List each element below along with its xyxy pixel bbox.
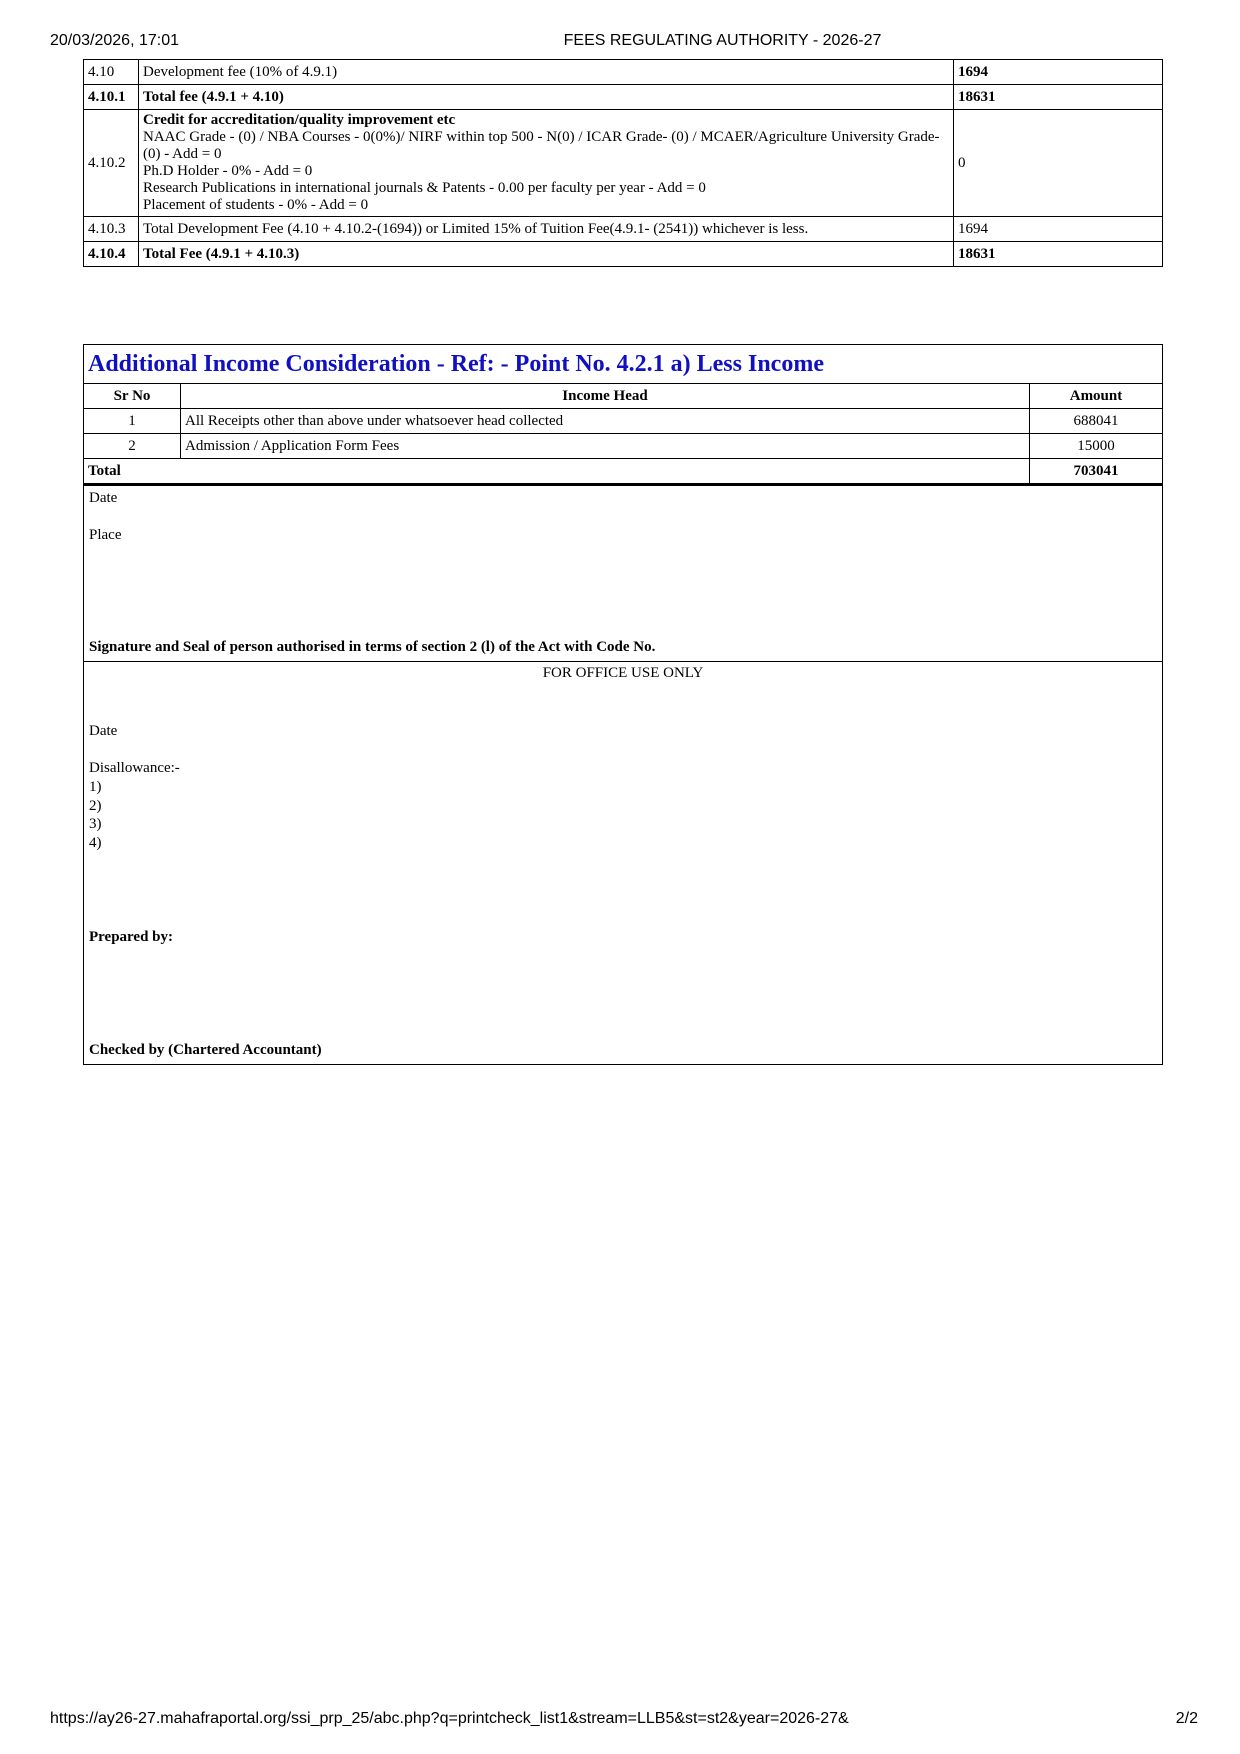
print-datetime: 20/03/2026, 17:01: [50, 32, 180, 49]
row-description: Total fee (4.9.1 + 4.10): [139, 85, 954, 110]
signature-label: Signature and Seal of person authorised in terms of section 2 (l) of the Act with Code No.: [89, 639, 656, 655]
disallowance-item: 2): [89, 798, 102, 814]
row-value: 18631: [954, 242, 1163, 267]
office-date-label: Date: [89, 723, 118, 739]
signature-box: [83, 486, 1163, 662]
row-value: 0: [954, 110, 1163, 217]
table-row: [84, 242, 1163, 267]
row-value: 1694: [954, 60, 1163, 85]
credit-line-naac: NAAC Grade - (0) / NBA Courses - 0(0%)/ NIRF within top 500 - N(0) / ICAR Grade- (0) / MCAER/Agriculture University Grade- (0) - Add = 0: [143, 129, 940, 162]
row-description: Total Development Fee (4.10 + 4.10.2-(1694)) or Limited 15% of Tuition Fee(4.9.1- (2541)) whichever is less.: [139, 217, 954, 242]
row-description: [139, 110, 954, 217]
credit-line-placement: Placement of students - 0% - Add = 0: [143, 197, 369, 213]
credit-heading: Credit for accreditation/quality improvement etc: [143, 112, 456, 128]
total-amount: 703041: [1030, 459, 1163, 485]
place-label: Place: [89, 527, 122, 543]
total-row: [84, 459, 1163, 485]
table-row: [84, 217, 1163, 242]
credit-line-research: Research Publications in international journals & Patents - 0.00 per faculty per year - Add = 0: [143, 180, 706, 196]
table-row: [84, 60, 1163, 85]
disallowance-label: Disallowance:-: [89, 760, 180, 776]
disallowance-item: 3): [89, 816, 102, 832]
row-description: Total Fee (4.9.1 + 4.10.3): [139, 242, 954, 267]
disallowance-item: 4): [89, 835, 102, 851]
fee-table: [83, 59, 1163, 267]
amount: 15000: [1030, 434, 1163, 459]
income-head: All Receipts other than above under whatsoever head collected: [181, 409, 1030, 434]
page-header-title: FEES REGULATING AUTHORITY - 2026-27: [563, 32, 882, 49]
amount: 688041: [1030, 409, 1163, 434]
page-url: https://ay26-27.mahafraportal.org/ssi_prp_25/abc.php?q=printcheck_list1&stream=LLB5&st=st2&year=2026-27&: [50, 1710, 849, 1727]
col-amount: Amount: [1030, 384, 1163, 409]
row-code: 4.10: [84, 60, 139, 85]
sr-no: 1: [84, 409, 181, 434]
row-code: 4.10.2: [84, 110, 139, 217]
prepared-by-label: Prepared by:: [89, 929, 174, 945]
row-value: 1694: [954, 217, 1163, 242]
total-label: Total: [84, 459, 1030, 485]
checked-by-label: Checked by (Chartered Accountant): [89, 1042, 322, 1058]
sr-no: 2: [84, 434, 181, 459]
table-row: [84, 110, 1163, 217]
row-value: 18631: [954, 85, 1163, 110]
office-use-title: FOR OFFICE USE ONLY: [542, 665, 704, 681]
income-head: Admission / Application Form Fees: [181, 434, 1030, 459]
table-header-row: [84, 384, 1163, 409]
office-use-box: [83, 662, 1163, 1065]
income-title: Additional Income Consideration - Ref: - Point No. 4.2.1 a) Less Income: [84, 345, 1163, 384]
row-code: 4.10.4: [84, 242, 139, 267]
date-label: Date: [89, 490, 118, 506]
disallowance-item: 1): [89, 779, 102, 795]
income-table: [83, 344, 1163, 486]
credit-line-phd: Ph.D Holder - 0% - Add = 0: [143, 163, 313, 179]
col-sr-no: Sr No: [84, 384, 181, 409]
table-row: [84, 85, 1163, 110]
table-row: [84, 434, 1163, 459]
row-description: Development fee (10% of 4.9.1): [139, 60, 954, 85]
row-code: 4.10.1: [84, 85, 139, 110]
table-row: [84, 409, 1163, 434]
additional-income-section: [83, 344, 1163, 1065]
row-code: 4.10.3: [84, 217, 139, 242]
page-number: 2/2: [1175, 1710, 1198, 1727]
col-income-head: Income Head: [181, 384, 1030, 409]
